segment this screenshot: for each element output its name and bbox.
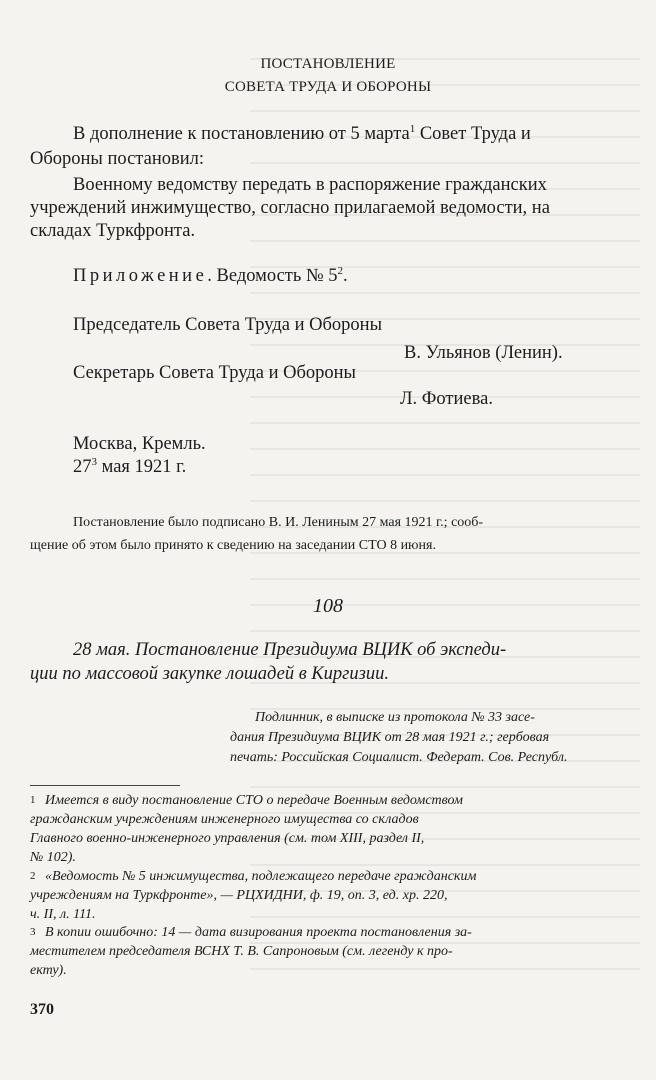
resolution-title: ПОСТАНОВЛЕНИЕ (260, 56, 396, 72)
footnote-2-line-2: учреждениям на Туркфронте», — РЦХИДНИ, ф. 19, оп. 3, ед. хр. 220, (30, 888, 448, 903)
paragraph-2-line-1: Военному ведомству передать в распоряжение гражданских (73, 175, 547, 195)
footnote-3-line-1: В копии ошибочно: 14 — дата визирования проекта постановления за- (45, 925, 472, 940)
chairman-name: В. Ульянов (Ленин). (404, 343, 563, 363)
page-number: 370 (30, 1001, 54, 1018)
doc108-heading-line-1: 28 мая. Постановление Президиума ВЦИК об экспеди- (73, 640, 507, 660)
paragraph-1-line-2: Обороны постановил: (30, 149, 204, 169)
paragraph-1-line-1: В дополнение к постановлению от 5 марта$^1$ Совет Труда и (73, 122, 531, 144)
footnote-1-line-4: № 102). (30, 850, 76, 865)
footnote-2-line-1: «Ведомость № 5 инжимущества, подлежащего передаче гражданским (45, 869, 477, 884)
secretary-title: Секретарь Совета Труда и Обороны (73, 363, 356, 383)
place: Москва, Кремль. (73, 434, 206, 454)
footnote-2-line-3: ч. II, л. 111. (30, 907, 96, 922)
footnote-1-line-2: гражданским учреждениям инженерного имущества со складов (30, 812, 419, 827)
footnote-3-line-3: екту). (30, 963, 67, 978)
footnote-1-line-1: Имеется в виду постановление СТО о передаче Военным ведомством (45, 793, 463, 808)
footnote-1-line-3: Главного военно-инженерного управления (см. том XIII, раздел II, (30, 831, 425, 846)
appendix-line: Приложение. Ведомость № $5^2$. (73, 264, 348, 286)
doc108-source-line-2: дания Президиума ВЦИК от 28 мая 1921 г.; гербовая (230, 730, 550, 745)
footnote-3-number: 3 (30, 926, 36, 938)
resolution-subtitle: СОВЕТА ТРУДА И ОБОРОНЫ (224, 79, 432, 95)
chairman-title: Председатель Совета Труда и Обороны (73, 315, 383, 335)
doc108-heading-line-2: ции по массовой закупке лошадей в Киргизии. (30, 664, 389, 684)
document-number: 108 (313, 595, 343, 617)
footnote-1-number: 1 (30, 794, 36, 806)
footnote-rule (30, 785, 180, 786)
date: $27^3$ мая 1921 г. (73, 455, 187, 477)
secretary-name: Л. Фотиева. (400, 389, 493, 409)
note-line-1: Постановление было подписано В. И. Лениным 27 мая 1921 г.; сооб- (73, 515, 484, 530)
footnote-3-line-2: местителем председателя ВСНХ Т. В. Сапроновым (см. легенду к про- (30, 944, 453, 959)
doc108-source-line-1: Подлинник, в выписке из протокола № 33 засе- (255, 710, 535, 725)
paragraph-2-line-3: складах Туркфронта. (30, 221, 196, 241)
doc108-source-line-3: печать: Российская Социалист. Федерат. Сов. Республ. (230, 750, 568, 765)
paragraph-2-line-2: учреждений инжимущество, согласно прилагаемой ведомости, на (30, 198, 550, 218)
note-line-2: щение об этом было принято к сведению на заседании СТО 8 июня. (30, 538, 436, 553)
footnote-2-number: 2 (30, 870, 36, 882)
